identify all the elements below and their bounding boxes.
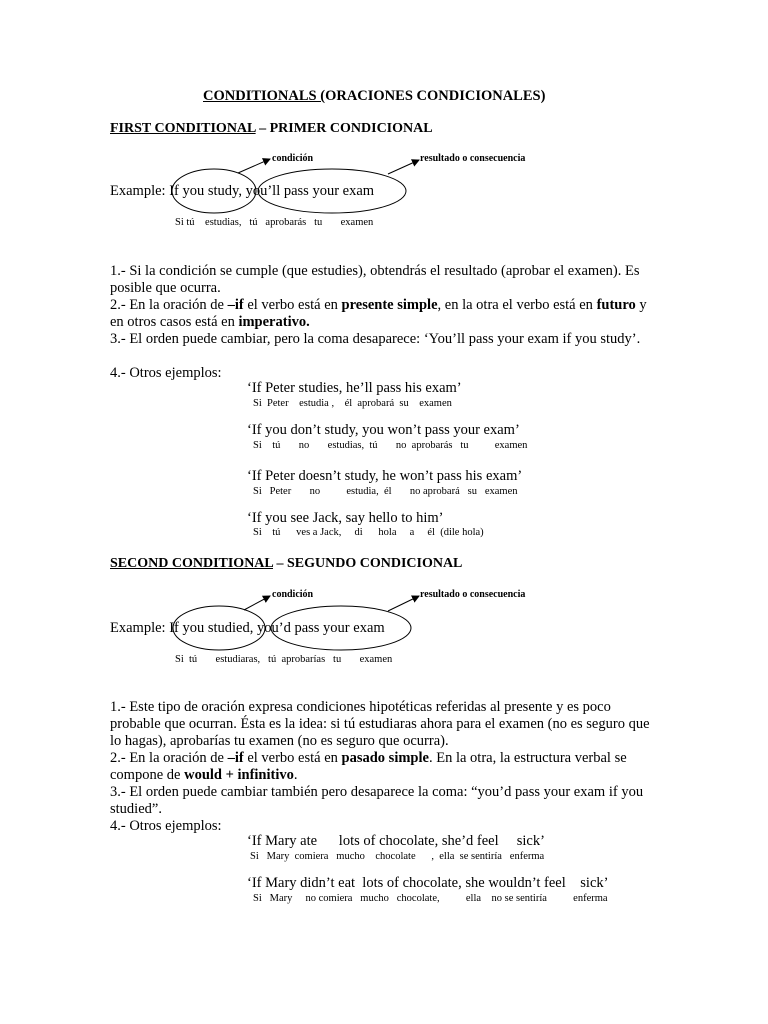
- second-p2-if: –if: [227, 750, 244, 766]
- first-example-4-es: Si tú ves a Jack, di hola a él (dile hola): [253, 527, 484, 538]
- first-point-2: [110, 297, 658, 331]
- first-result-arrow: [388, 160, 419, 174]
- title-rest: ORACIONES CONDICIONALES): [325, 88, 546, 104]
- second-p2-would: would + infinitivo: [184, 767, 294, 783]
- first-p2-e: , en la otra el verbo está en: [437, 297, 597, 313]
- first-example-comma: ,: [238, 183, 242, 199]
- first-label-resultado: resultado o consecuencia: [420, 153, 526, 164]
- second-point-3: 3.- El orden puede cambiar también pero desaparece la coma: “you’d pass your exam if you studied”.: [110, 784, 644, 817]
- second-p2-e: . En la otra, la estructura verbal se compone de: [110, 750, 627, 783]
- second-example-result: you’d pass your exam: [257, 620, 385, 636]
- second-example-prefix: Example:: [110, 620, 166, 636]
- first-example: [110, 183, 374, 200]
- first-example-result: you’ll pass your exam: [245, 183, 375, 199]
- first-example-1-en: ‘If Peter studies, he’ll pass his exam’: [247, 380, 462, 396]
- first-heading-underlined: FIRST CONDITIONAL: [110, 121, 256, 136]
- second-example-1-es: Si Mary comiera mucho chocolate , ella se sentiría enferma: [250, 851, 545, 862]
- first-condition-arrow: [238, 159, 270, 173]
- first-label-condicion: condición: [272, 153, 314, 164]
- document-title: [203, 88, 545, 105]
- first-example-prefix: Example:: [110, 183, 166, 199]
- first-p2-c: el verbo está en: [243, 297, 342, 313]
- second-result-arrow: [388, 596, 419, 611]
- second-point-1: 1.- Este tipo de oración expresa condiciones hipotéticas referidas al presente y es poco probable que ocurran. Ésta es la idea: si tú estudiaras ahora para el examen (no es seguro que lo hagas), aprobarías tu examen (no es seguro que ocurra).: [110, 699, 650, 749]
- first-point-3: 3.- El orden puede cambiar, pero la coma desaparece: ‘You’ll pass your exam if you study’.: [110, 331, 641, 347]
- title-underlined: CONDITIONALS (: [203, 88, 326, 104]
- first-p2-tense: presente simple: [341, 297, 438, 313]
- first-p2-futuro: futuro: [596, 297, 636, 313]
- first-example-1-es: Si Peter estudia , él aprobará su examen: [253, 398, 452, 409]
- first-point-1: 1.- Si la condición se cumple (que estudies), obtendrás el resultado (aprobar el examen). Es posible que ocurra.: [110, 263, 640, 296]
- second-example: [110, 620, 385, 637]
- second-example-condition: If you studied: [169, 620, 250, 636]
- second-p2-tense: pasado simple: [341, 750, 429, 766]
- second-label-resultado: resultado o consecuencia: [420, 589, 526, 600]
- first-conditional-heading: [110, 121, 433, 137]
- first-p2-imperativo: imperativo.: [238, 314, 310, 330]
- second-heading-rest: – SEGUNDO CONDICIONAL: [272, 556, 463, 571]
- second-example-2-en: ‘If Mary didn’t eat lots of chocolate, she wouldn’t feel sick’: [247, 875, 609, 891]
- first-heading-rest: – PRIMER CONDICIONAL: [255, 121, 433, 136]
- first-example-3-es: Si Peter no estudia, él no aprobará su examen: [253, 486, 518, 497]
- second-heading-underlined: SECOND CONDITIONAL: [110, 556, 273, 571]
- second-example-comma: ,: [249, 620, 254, 636]
- second-point-4: 4.- Otros ejemplos:: [110, 818, 222, 834]
- first-p2-if: –if: [227, 297, 244, 313]
- second-condition-arrow: [244, 596, 270, 610]
- second-point-2: [110, 750, 658, 784]
- second-p2-c: el verbo está en: [243, 750, 342, 766]
- first-example-3-en: ‘If Peter doesn’t study, he won’t pass his exam’: [247, 468, 523, 484]
- first-example-translation: Si tú estudias, tú aprobarás tu examen: [175, 217, 374, 228]
- first-example-condition: If you study: [169, 183, 239, 199]
- second-example-1-en: ‘If Mary ate lots of chocolate, she’d feel sick’: [247, 833, 545, 849]
- first-example-4-en: ‘If you see Jack, say hello to him’: [247, 510, 444, 526]
- second-p2-g: .: [293, 767, 298, 783]
- first-example-2-es: Si tú no estudias, tú no aprobarás tu examen: [253, 440, 528, 451]
- first-example-2-en: ‘If you don’t study, you won’t pass your exam’: [247, 422, 520, 438]
- first-p2-g: y en otros casos está en: [110, 297, 647, 330]
- second-label-condicion: condición: [272, 589, 314, 600]
- second-example-2-es: Si Mary no comiera mucho chocolate, ella no se sentiría enferma: [253, 893, 608, 904]
- second-example-translation: Si tú estudiaras, tú aprobarías tu examen: [175, 654, 393, 665]
- second-p2-a: 2.- En la oración de: [110, 750, 228, 766]
- first-point-4: 4.- Otros ejemplos:: [110, 365, 222, 381]
- first-p2-a: 2.- En la oración de: [110, 297, 228, 313]
- second-conditional-heading: [110, 556, 462, 572]
